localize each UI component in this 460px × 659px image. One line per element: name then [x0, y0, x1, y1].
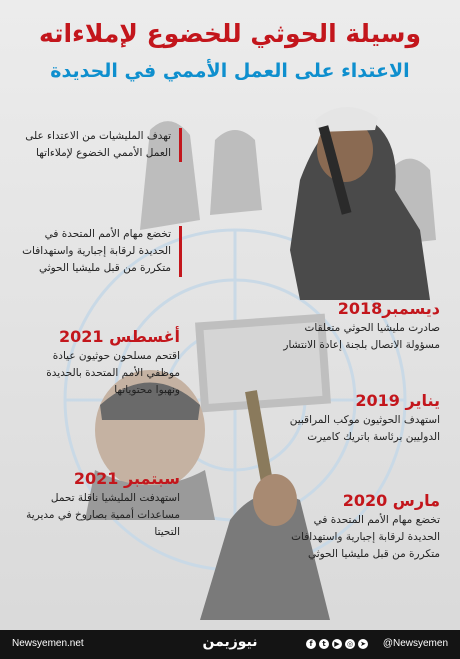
- event-dec-2018: [280, 298, 440, 354]
- social-icons: [306, 639, 368, 649]
- twitter-icon[interactable]: t: [319, 639, 329, 649]
- footer-bar: [0, 630, 460, 659]
- event-date: ديسمبر2018: [337, 299, 440, 318]
- event-text: تخضع مهام الأمم المتحدة في الحديدة لرقابة إجبارية واستهدافات متكررة من قبل مليشيا الحوثي: [291, 514, 440, 560]
- social-handle[interactable]: @Newsyemen: [382, 638, 448, 649]
- event-mar-2020: [280, 490, 440, 563]
- event-jan-2019: [280, 390, 440, 446]
- intro-statement-2: تخضع مهام الأمم المتحدة في الحديدة لرقابة إجبارية واستهدافات متكررة من قبل مليشيا الحوثي: [22, 226, 182, 277]
- site-url[interactable]: Newsyemen.net: [12, 638, 84, 649]
- event-date: مارس 2020: [342, 491, 440, 510]
- instagram-icon[interactable]: ◎: [346, 640, 354, 648]
- event-date: يناير 2019: [355, 391, 440, 410]
- event-sep-2021: [20, 468, 180, 541]
- event-text: استهدفت المليشيا ناقلة تحمل مساعدات أممية بصاروخ في مديرية التحيتا: [26, 492, 180, 538]
- youtube-icon[interactable]: ▶: [332, 639, 342, 649]
- facebook-icon[interactable]: f: [306, 639, 316, 649]
- event-text: استهدف الحوثيون موكب المراقبين الدوليين برئاسة باتريك كاميرت: [289, 414, 440, 443]
- page-title: وسيلة الحوثي للخضوع لإملاءاته: [38, 19, 422, 48]
- page-subtitle: الاعتداء على العمل الأممي في الحديدة: [50, 60, 410, 82]
- event-date: سبتمبر 2021: [73, 469, 180, 488]
- brand-logo: نيوزيمن: [202, 634, 258, 650]
- intro-statement-1: تهدف المليشيات من الاعتداء على العمل الأممي الخضوع لإملاءاتها: [22, 128, 182, 162]
- telegram-icon[interactable]: ➤: [358, 639, 368, 649]
- event-aug-2021: [20, 326, 180, 399]
- event-text: صادرت مليشيا الحوثي متعلقات مسؤولة الاتصال بلجنة إعادة الانتشار: [283, 322, 440, 351]
- event-text: اقتحم مسلحون حوثيون عيادة موظفي الأمم المتحدة بالحديدة ونهبوا محتوياتها: [46, 350, 180, 396]
- event-date: أغسطس 2021: [59, 327, 180, 346]
